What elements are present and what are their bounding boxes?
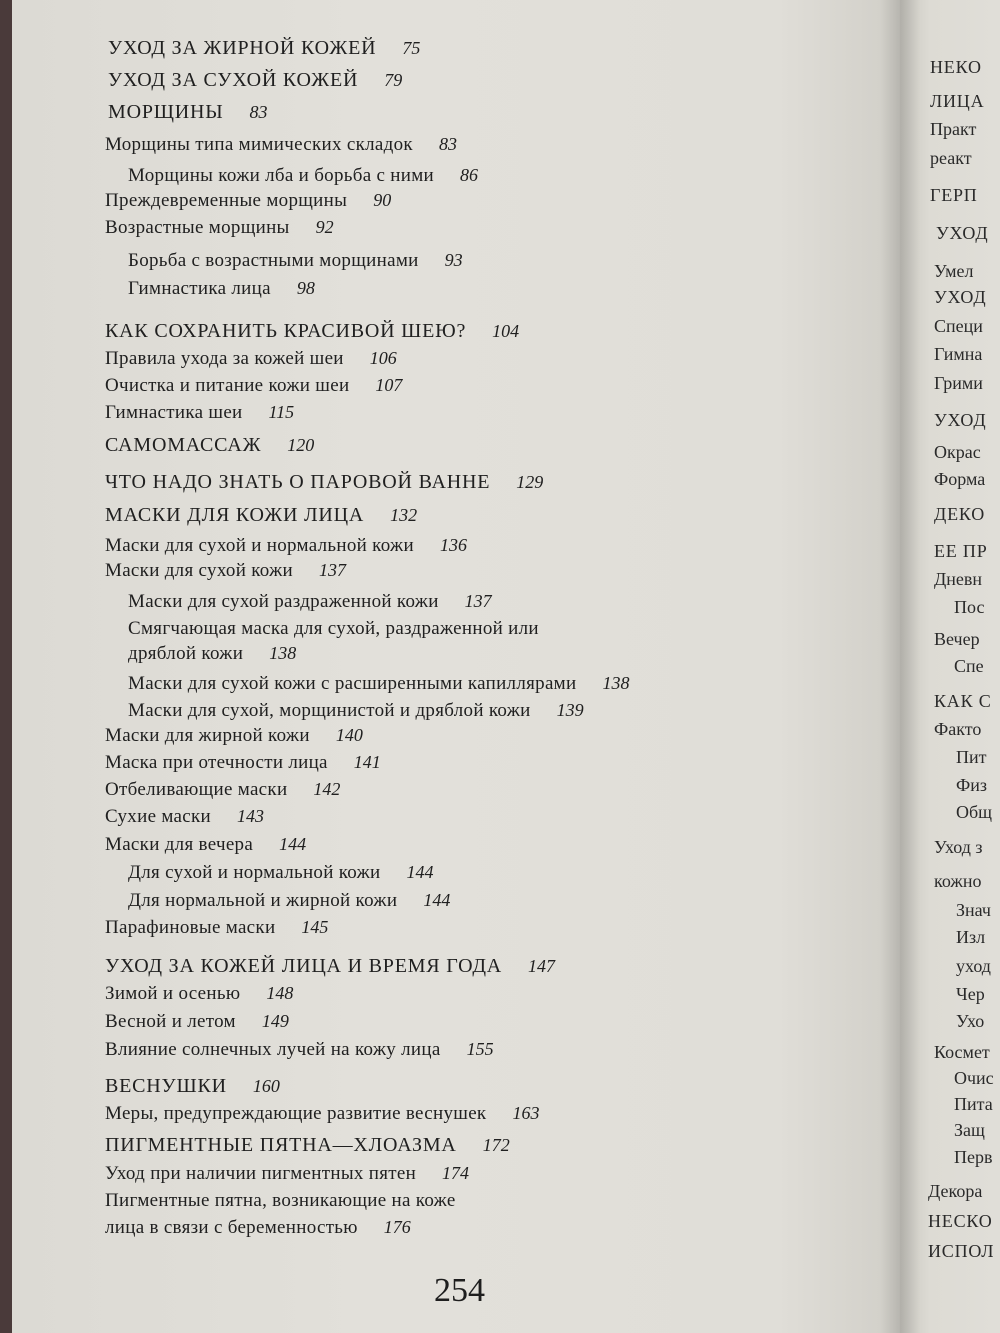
- toc-entry-page: 144: [423, 890, 451, 910]
- toc-entry-page: 98: [296, 278, 315, 298]
- right-page-fragment: Знач: [956, 900, 991, 920]
- toc-entry: [105, 558, 346, 583]
- toc-entry-page: 120: [287, 435, 315, 455]
- toc-entry: [128, 641, 296, 666]
- right-page-fragment: Изл: [956, 927, 986, 947]
- toc-entry: [105, 723, 363, 748]
- toc-entry: [105, 1161, 469, 1186]
- right-page-fragment: Защ: [954, 1120, 985, 1140]
- toc-entry-title: Морщины типа мимических складок: [105, 134, 413, 155]
- toc-entry-page: 155: [466, 1039, 494, 1059]
- toc-entry-title: МОРЩИНЫ: [108, 101, 224, 123]
- right-page-fragment: УХОД: [936, 223, 989, 243]
- toc-heading: [108, 36, 420, 61]
- right-page-fragment: Общ: [956, 802, 993, 822]
- toc-entry-title: КАК СОХРАНИТЬ КРАСИВОЙ ШЕЮ?: [105, 320, 467, 342]
- toc-entry-title: Меры, предупреждающие развитие веснушек: [105, 1103, 487, 1124]
- right-page-fragment: НЕСКО: [928, 1211, 993, 1231]
- toc-entry-title: Пигментные пятна, возникающие на коже: [105, 1190, 456, 1211]
- right-page-fragment: Форма: [934, 469, 986, 489]
- toc-entry-page: 115: [268, 402, 295, 422]
- toc-entry: [105, 346, 397, 371]
- toc-entry-title: УХОД ЗА СУХОЙ КОЖЕЙ: [108, 69, 359, 91]
- page-number: 254: [434, 1272, 485, 1309]
- toc-entry-page: 90: [373, 190, 392, 210]
- toc-entry-title: Парафиновые маски: [105, 917, 276, 938]
- toc-entry: [105, 832, 306, 857]
- right-page-fragment: Дневн: [934, 569, 983, 589]
- toc-entry-title: Влияние солнечных лучей на кожу лица: [105, 1039, 441, 1060]
- toc-entry-title: Маска при отечности лица: [105, 752, 328, 773]
- toc-entry-title: Морщины кожи лба и борьба с ними: [128, 165, 434, 186]
- toc-entry-page: 139: [556, 700, 584, 720]
- right-page-fragment: реакт: [930, 148, 972, 168]
- toc-entry-title: Маски для сухой раздраженной кожи: [128, 591, 439, 612]
- toc-entry: [105, 804, 264, 829]
- toc-entry-title: Маски для сухой и нормальной кожи: [105, 535, 414, 556]
- toc-heading: [105, 503, 417, 528]
- toc-entry-page: 144: [406, 862, 434, 882]
- right-page-fragment: Специ: [934, 316, 983, 336]
- toc-entry: [105, 981, 293, 1006]
- toc-entry-page: 140: [335, 725, 363, 745]
- right-page-fragment: Физ: [956, 775, 987, 795]
- toc-heading: [105, 470, 543, 495]
- right-page-fragment: Ухо: [956, 1011, 985, 1031]
- toc-entry-page: 142: [313, 779, 341, 799]
- toc-entry: [105, 1009, 289, 1034]
- right-page-fragment: Факто: [934, 719, 982, 739]
- toc-entry-page: 137: [319, 560, 347, 580]
- toc-entry-title: Маски для сухой, морщинистой и дряблой кожи: [128, 700, 531, 721]
- toc-entry-title: Сухие маски: [105, 806, 212, 827]
- toc-entry-title: Зимой и осенью: [105, 983, 241, 1004]
- toc-entry: [128, 698, 584, 723]
- right-page-fragment: УХОД: [934, 410, 987, 430]
- toc-entry-page: 75: [402, 38, 421, 58]
- right-page-fragment: НЕКО: [930, 57, 982, 77]
- right-page-fragment: Практ: [930, 119, 977, 139]
- toc-entry-title: Маски для жирной кожи: [105, 725, 310, 746]
- toc-entry: [128, 589, 492, 614]
- toc-entry-page: 172: [482, 1135, 510, 1155]
- toc-entry-title: ЧТО НАДО ЗНАТЬ О ПАРОВОЙ ВАННЕ: [105, 471, 491, 493]
- toc-entry-page: 144: [279, 834, 307, 854]
- toc-entry-title: Маски для сухой кожи с расширенными капиллярами: [128, 673, 577, 694]
- toc-entry-title: Гимнастика шеи: [105, 402, 243, 423]
- right-page-fragment: Грими: [934, 373, 983, 393]
- right-page-fragment: Декора: [928, 1181, 983, 1201]
- right-page-fragment: Уход з: [934, 837, 983, 857]
- toc-entry-title: МАСКИ ДЛЯ КОЖИ ЛИЦА: [105, 504, 365, 526]
- right-page-fragment: Пит: [956, 747, 987, 767]
- right-page-fragment: уход: [956, 956, 991, 976]
- toc-entry-title: Борьба с возрастными морщинами: [128, 250, 419, 271]
- toc-entry: [105, 533, 467, 558]
- toc-entry-page: 106: [369, 348, 397, 368]
- toc-entry-page: 136: [439, 535, 467, 555]
- toc-entry-page: 137: [464, 591, 492, 611]
- right-page-fragment: кожно: [934, 871, 982, 891]
- toc-entry-title: Правила ухода за кожей шеи: [105, 348, 344, 369]
- toc-entry-title: ПИГМЕНТНЫЕ ПЯТНА—ХЛОАЗМА: [105, 1134, 457, 1156]
- toc-entry-page: 104: [492, 321, 520, 341]
- toc-entry: [105, 132, 457, 157]
- toc-entry-page: 176: [383, 1217, 411, 1237]
- toc-entry: [128, 163, 478, 188]
- right-page-fragment: Перв: [954, 1147, 993, 1167]
- right-page-fragment: КАК С: [934, 691, 992, 711]
- right-page-fragment: Чер: [956, 984, 985, 1004]
- toc-entry-title: Весной и летом: [105, 1011, 236, 1032]
- toc-entry: [105, 915, 328, 940]
- toc-entry-title: Возрастные морщины: [105, 217, 290, 238]
- book-gutter: [880, 0, 920, 1333]
- toc-entry: [105, 1037, 494, 1062]
- right-page-fragment: Вечер: [934, 629, 980, 649]
- toc-heading: [105, 319, 519, 344]
- toc-entry-title: УХОД ЗА ЖИРНОЙ КОЖЕЙ: [108, 37, 377, 59]
- toc-entry: [128, 617, 539, 641]
- toc-heading: [108, 68, 402, 93]
- toc-entry-page: 138: [602, 673, 630, 693]
- toc-heading: [105, 1133, 510, 1158]
- toc-entry: [105, 400, 294, 425]
- toc-entry: [105, 373, 402, 398]
- toc-entry: [105, 1215, 411, 1240]
- right-page-fragment: ГЕРП: [930, 185, 978, 205]
- toc-entry: [128, 860, 434, 885]
- toc-entry-title: Преждевременные морщины: [105, 190, 348, 211]
- right-page-fragment: Гимна: [934, 344, 983, 364]
- toc-entry-page: 86: [459, 165, 478, 185]
- toc-entry-page: 163: [512, 1103, 540, 1123]
- toc-entry-title: Маски для вечера: [105, 834, 254, 855]
- toc-entry-page: 148: [266, 983, 294, 1003]
- toc-entry-page: 147: [528, 956, 556, 976]
- right-page-fragment: Спе: [954, 656, 984, 676]
- toc-entry: [105, 215, 334, 240]
- right-page-fragment: Пос: [954, 597, 985, 617]
- toc-entry-title: Для нормальной и жирной кожи: [128, 890, 398, 911]
- toc-entry-page: 107: [375, 375, 403, 395]
- toc-entry-title: Смягчающая маска для сухой, раздраженной или: [128, 618, 539, 639]
- right-page-fragment: ИСПОЛ: [928, 1241, 995, 1261]
- toc-entry: [105, 777, 340, 802]
- toc-entry-page: 93: [444, 250, 463, 270]
- toc-heading: [105, 433, 314, 458]
- right-page-fragment: Космет: [934, 1042, 990, 1062]
- toc-entry-page: 145: [301, 917, 329, 937]
- toc-entry-page: 160: [252, 1076, 280, 1096]
- right-page-fragment: Окрас: [934, 442, 981, 462]
- toc-entry-title: Для сухой и нормальной кожи: [128, 862, 381, 883]
- toc-entry: [128, 671, 629, 696]
- toc-entry-page: 129: [516, 472, 544, 492]
- toc-entry: [128, 888, 450, 913]
- toc-entry-page: 83: [249, 102, 268, 122]
- toc-entry-title: Маски для сухой кожи: [105, 560, 294, 581]
- right-page-fragment: ЕЕ ПР: [934, 541, 988, 561]
- toc-entry: [128, 276, 315, 301]
- right-page-fragment: Очис: [954, 1068, 994, 1088]
- toc-entry-title: УХОД ЗА КОЖЕЙ ЛИЦА И ВРЕМЯ ГОДА: [105, 955, 503, 977]
- toc-entry-title: Уход при наличии пигментных пятен: [105, 1163, 417, 1184]
- right-page-fragment: ЛИЦА: [930, 91, 985, 111]
- toc-entry: [105, 1189, 456, 1213]
- toc-heading: [105, 954, 555, 979]
- toc-entry: [105, 188, 391, 213]
- right-page-fragment: УХОД: [934, 287, 987, 307]
- toc-entry-page: 149: [261, 1011, 289, 1031]
- right-page-fragment: Пита: [954, 1094, 993, 1114]
- toc-entry-title: лица в связи с беременностью: [105, 1217, 358, 1238]
- toc-heading: [108, 100, 267, 125]
- toc-entry-page: 132: [390, 505, 418, 525]
- toc-entry-title: САМОМАССАЖ: [105, 434, 262, 456]
- right-page-fragment: Умел: [934, 261, 974, 281]
- toc-entry-page: 83: [438, 134, 457, 154]
- toc-entry: [128, 248, 463, 273]
- right-page-fragment: ДЕКО: [934, 504, 986, 524]
- toc-entry-title: Отбеливающие маски: [105, 779, 288, 800]
- toc-entry-page: 174: [442, 1163, 470, 1183]
- toc-entry-title: ВЕСНУШКИ: [105, 1075, 227, 1097]
- toc-entry: [105, 1101, 539, 1126]
- toc-entry: [105, 750, 381, 775]
- toc-heading: [105, 1074, 280, 1099]
- toc-entry-page: 143: [237, 806, 265, 826]
- toc-entry-page: 79: [384, 70, 403, 90]
- toc-entry-title: Гимнастика лица: [128, 278, 271, 299]
- toc-entry-page: 141: [353, 752, 381, 772]
- toc-entry-title: дряблой кожи: [128, 643, 244, 664]
- toc-entry-page: 92: [315, 217, 334, 237]
- toc-entry-title: Очистка и питание кожи шеи: [105, 375, 350, 396]
- toc-entry-page: 138: [269, 643, 297, 663]
